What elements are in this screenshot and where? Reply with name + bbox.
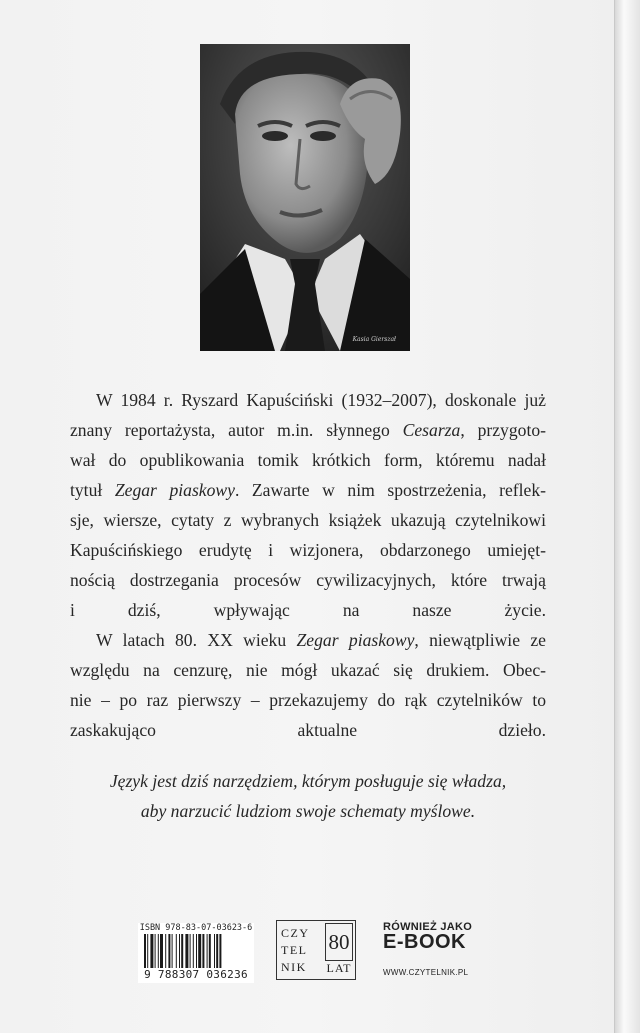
- publisher-logo: [276, 920, 356, 980]
- photo-signature: Kasia Gierszał: [352, 336, 396, 343]
- barcode-bar: [181, 934, 183, 968]
- text-line: nością dostrzegania procesów cywilizacyjnych, które trwają: [70, 570, 546, 590]
- text-line: znany reportażysta, autor m.in. słynnego Cesarza, przygoto-: [70, 420, 546, 440]
- barcode-bar: [209, 934, 211, 968]
- text-line: W 1984 r. Ryszard Kapuściński (1932–2007), doskonale już: [96, 390, 546, 410]
- text-line: sje, wiersze, cytaty z wybranych książek ukazują czytelnikowi: [70, 510, 546, 530]
- isbn-label: ISBN 978-83-07-03623-6: [139, 923, 253, 933]
- barcode-bar: [207, 934, 208, 968]
- barcode-bar: [158, 934, 159, 968]
- text-line: nie – po raz pierwszy – przekazujemy do rąk czytelników to: [70, 690, 546, 710]
- text-line: względu na cenzurę, nie mógł ukazać się drukiem. Obec-: [70, 660, 546, 680]
- quote-line: Język jest dziś narzędziem, którym posługuje się władza,: [109, 771, 507, 791]
- title-zegar-piaskowy: Zegar piaskowy: [114, 480, 235, 500]
- ean-number: 9 788307 036236: [144, 968, 248, 981]
- barcode-bar: [147, 934, 148, 968]
- logo-row: TEL: [281, 943, 308, 957]
- barcode-bar: [216, 934, 218, 968]
- author-photo: [200, 44, 410, 351]
- barcode-bar: [179, 934, 180, 968]
- logo-anniversary-number: 80: [325, 923, 353, 961]
- description-paragraph-2: [70, 625, 546, 745]
- author-portrait-illustration: [200, 44, 410, 351]
- book-description: [70, 385, 546, 745]
- barcode-bar: [168, 934, 170, 968]
- ebook-line1: RÓWNIEŻ JAKO: [383, 921, 473, 933]
- barcode-bar: [202, 934, 204, 968]
- barcode-bars: [142, 934, 250, 968]
- quote-line: aby narzucić ludziom swoje schematy myślowe.: [140, 801, 476, 821]
- ebook-notice: [383, 921, 493, 977]
- barcode-bar: [144, 934, 146, 968]
- title-cesarza: Cesarza: [402, 420, 461, 440]
- text-line: wał do opublikowania tomik krótkich form, któremu nadał: [70, 450, 546, 470]
- publisher-url: WWW.CZYTELNIK.PL: [383, 968, 469, 977]
- ebook-line2: E-BOOK: [383, 931, 466, 953]
- text-line: tytuł Zegar piaskowy. Zawarte w nim spostrzeżenia, reflek-: [70, 480, 546, 500]
- text-line: W latach 80. XX wieku Zegar piaskowy, niewątpliwie ze: [96, 630, 546, 650]
- barcode-bar: [172, 934, 173, 968]
- barcode-bar: [150, 934, 153, 968]
- logo-letters: [281, 925, 325, 976]
- text-line: Kapuścińskiego erudytę i wizjonera, obdarzonego umiejęt-: [70, 540, 546, 560]
- barcode-bar: [160, 934, 163, 968]
- logo-row: NIK: [281, 960, 307, 974]
- isbn-barcode: [138, 923, 254, 983]
- barcode-bar: [198, 934, 201, 968]
- logo-lat: LAT: [326, 961, 352, 975]
- author-quote: [70, 766, 546, 826]
- description-paragraph-1: [70, 385, 546, 625]
- logo-row: CZY: [281, 926, 310, 940]
- barcode-bar: [214, 934, 215, 968]
- barcode-bar: [185, 934, 188, 968]
- title-zegar-piaskowy: Zegar piaskowy: [296, 630, 415, 650]
- text-line: i dziś, wpływając na nasze życie.: [70, 600, 546, 620]
- barcode-bar: [165, 934, 166, 968]
- barcode-bar: [196, 934, 197, 968]
- cover-edge: [614, 0, 640, 1033]
- barcode-bar: [190, 934, 191, 968]
- barcode-bar: [176, 934, 177, 968]
- barcode-bar: [193, 934, 194, 968]
- barcode-bar: [155, 934, 156, 968]
- text-line: zaskakująco aktualne dzieło.: [70, 720, 546, 740]
- barcode-bar: [219, 934, 221, 968]
